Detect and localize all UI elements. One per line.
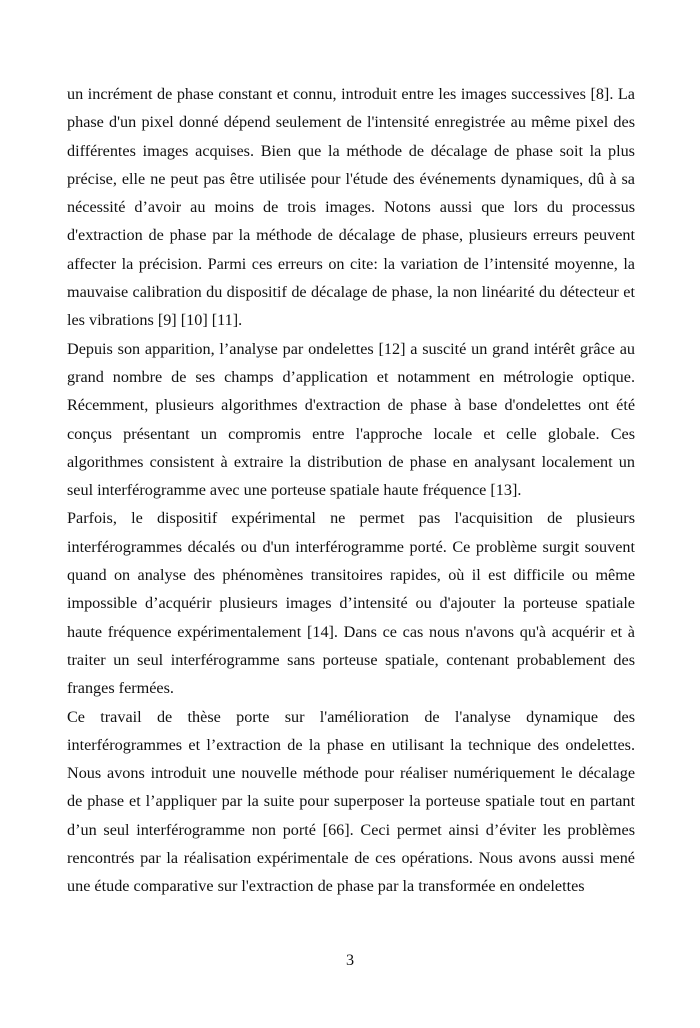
body-text xyxy=(67,80,635,901)
paragraph-1: un incrément de phase constant et connu, introduit entre les images successives [8]. La phase d'un pixel donné dépend seulement de l'intensité enregistrée au même pixel des différentes images acquises. Bien que la méthode de décalage de phase soit la plus précise, elle ne peut pas être utilisée pour l'étude des événements dynamiques, dû à sa nécessité d’avoir au moins de trois images. Notons aussi que lors du processus d'extraction de phase par la méthode de décalage de phase, plusieurs erreurs peuvent affecter la précision. Parmi ces erreurs on cite: la variation de l’intensité moyenne, la mauvaise calibration du dispositif de décalage de phase, la non linéarité du détecteur et les vibrations [9] [10] [11]. xyxy=(67,85,635,330)
paragraph-4: Ce travail de thèse porte sur l'amélioration de l'analyse dynamique des interférogrammes et l’extraction de la phase en utilisant la technique des ondelettes. Nous avons introduit une nouvelle méthode pour réaliser numériquement le décalage de phase et l’appliquer par la suite pour superposer la porteuse spatiale tout en partant d’un seul interférogramme non porté [66]. Ceci permet ainsi d’éviter les problèmes rencontrés par la réalisation expérimentale de ces opérations. Nous avons aussi mené une étude comparative sur l'extraction de phase par la transformée en ondelettes xyxy=(67,707,635,896)
paragraph-3: Parfois, le dispositif expérimental ne permet pas l'acquisition de plusieurs interférogrammes décalés ou d'un interférogramme porté. Ce problème surgit souvent quand on analyse des phénomènes transitoires rapides, où il est difficile ou même impossible d’acquérir plusieurs images d’intensité ou d'ajouter la porteuse spatiale haute fréquence expérimentalement [14]. Dans ce cas nous n'avons qu'à acquérir et à traiter un seul interférogramme sans porteuse spatiale, contenant probablement des franges fermées. xyxy=(67,509,635,698)
paragraph-2: Depuis son apparition, l’analyse par ondelettes [12] a suscité un grand intérêt grâce au grand nombre de ses champs d’application et notamment en métrologie optique. Récemment, plusieurs algorithmes d'extraction de phase à base d'ondelettes ont été conçus présentant un compromis entre l'approche locale et celle globale. Ces algorithmes consistent à extraire la distribution de phase en analysant localement un seul interférogramme avec une porteuse spatiale haute fréquence [13]. xyxy=(67,339,635,500)
page-number: 3 xyxy=(345,951,355,969)
